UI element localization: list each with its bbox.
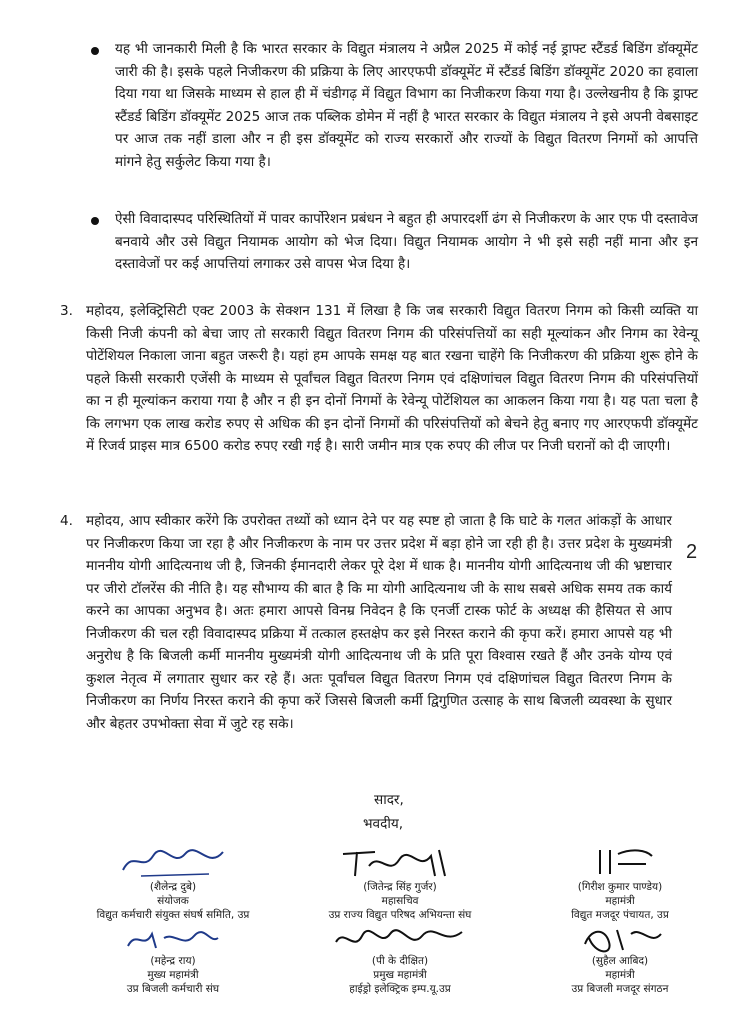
signature-scribble [113, 842, 233, 880]
bullet-dot [91, 217, 99, 225]
signatory-org: हाईड्रो इलेक्ट्रिक इम्प.यू.उप्र [349, 983, 451, 995]
point-paragraph: महोदय, इलेक्ट्रिसिटी एक्ट 2003 के सेक्शन 131 में लिखा है कि जब सरकारी विद्युत वितरण निगम को किसी व्यक्ति या किसी निजी कंपनी को बेचा जाए तो सरकारी विद्युत वितरण निगम की परिसंपत्तियों का सही मूल्यांकन और निगम का रेवेन्यू पोटेंशियल निकाला जाना बहुत जरूरी है। यहां हम आपके समक्ष यह बात रखना चाहेंगे कि निजीकरण की प्रक्रिया शुरू होने के पहले किसी सरकारी एजेंसी के माध्यम से पूर्वांचल विद्युत वितरण निगम एवं दक्षिणांचल विद्युत वितरण निगम की परिसंपत्तियों का न ही मूल्यांकन कराया गया है और न ही इन दोनों निगमों के रेवेन्यू पोटेंशियल का आकलन किया गया है। यह पता चला है कि लगभग एक लाख करोड रुपए से अधिक की इन दोनों निगमों की परिसंपत्तियों को बेचने हेतु बनाए गए आरएफपी डॉक्यूमेंट में रिजर्व प्राइस मात्र 6500 करोड रुपए रखी गई है। सारी जमीन मात्र एक रुपए की लीज पर निजी घरानों को दी जाएगी। [86, 303, 698, 454]
signatory-name: (महेन्द्र राय) [150, 955, 196, 967]
signatory-block [520, 842, 720, 922]
signatory-title: प्रमुख महामंत्री [373, 969, 427, 981]
point-paragraph: महोदय, आप स्वीकार करेंगे कि उपरोक्त तथ्यों को ध्यान देने पर यह स्पष्ट हो जाता है कि घाटे के गलत आंकड़ों के आधार पर निजीकरण किया जा रहा है और निजीकरण के नाम पर उत्तर प्रदेश में बड़ा होने जा रही ही है। उत्तर प्रदेश के मुख्यमंत्री माननीय योगी आदित्यनाथ जी है, जिनकी ईमानदारी लेकर पूरे देश में धाक है। माननीय योगी आदित्यनाथ जी की भ्रष्टाचार पर जीरो टॉलरेंस की नीति है। यह सौभाग्य की बात है कि मा योगी आदित्यनाथ जी के साथ सबसे अधिक समय तक कार्य करने का आपका अनुभव है। अतः हमारा आपसे विनम्र निवेदन है कि एनर्जी टास्क फोर्ट के अध्यक्ष की हैसियत से आप निजीकरण की चल रही विवादास्पद प्रक्रिया में तत्काल हस्तक्षेप कर इसे निरस्त कराने की कृपा करें। हमारा आपसे यह भी अनुरोध है कि बिजली कर्मी माननीय मुख्यमंत्री योगी आदित्यनाथ जी के प्रति पूरा विश्वास रखते हैं और उनके योग्य एवं कुशल नेतृत्व में लगातार सुधार कर रहे हैं। अतः पूर्वांचल विद्युत वितरण निगम एवं दक्षिणांचल विद्युत वितरण निगम के निजीकरण का निर्णय निरस्त कराने की कृपा करें जिससे बिजली कर्मी द्विगुणित उत्साह के साथ बिजली व्यवस्था के सुधार और बेहतर उपभोक्ता सेवा में जुटे रह सके। [86, 513, 672, 732]
bullet-dot [91, 47, 99, 55]
bullet-paragraph: ऐसी विवादास्पद परिस्थितियों में पावर कार्पोरेशन प्रबंधन ने बहुत ही अपारदर्शी ढंग से निजीकरण के आर एफ पी दस्तावेज बनवाये और उसे विद्युत नियामक आयोग को भेज दिया। विद्युत नियामक आयोग ने भी इसे सही नहीं माना और इन दस्तावेजों पर कई आपत्तियां लगाकर उसे वापस भेज दिया है। [115, 211, 699, 272]
signature-scribble [118, 924, 228, 954]
signatory-org: उप्र बिजली मजदूर संगठन [571, 983, 669, 995]
signatory-block [520, 924, 720, 996]
signatory-title: महामंत्री [605, 969, 635, 981]
signatory-title: संयोजक [157, 895, 189, 907]
signature-scribble [330, 924, 470, 954]
signatory-org: उप्र बिजली कर्मचारी संघ [126, 983, 220, 995]
signatory-org: विद्युत मजदूर पंचायत, उप्र [571, 909, 669, 921]
page-number: 2 [686, 541, 698, 563]
signatory-org: विद्युत कर्मचारी संयुक्त संघर्ष समिति, उप्र [96, 909, 250, 921]
point-number: 3. [60, 303, 73, 319]
signatory-name: (सुहैल आबिद) [591, 955, 649, 967]
point-number: 4. [60, 513, 73, 529]
signature-scribble [565, 924, 675, 954]
signatory-name: (पी के दीक्षित) [371, 955, 429, 967]
signatory-name: (जितेन्द्र सिंह गुर्जर) [363, 881, 437, 893]
signatory-name: (शैलेन्द्र दुबे) [149, 881, 197, 893]
signatory-block [300, 924, 500, 996]
signature-scribble [335, 842, 465, 880]
salutation: सादर, [374, 792, 404, 808]
signatory-name: (गिरीश कुमार पाण्डेय) [577, 881, 663, 893]
signatory-title: महामंत्री [605, 895, 635, 907]
signature-scribble [570, 842, 670, 880]
signatory-block [58, 924, 288, 996]
signatory-title: महासचिव [381, 895, 419, 907]
sign-off: भवदीय, [363, 816, 404, 832]
signatory-title: मुख्य महामंत्री [147, 969, 199, 981]
signatory-org: उप्र राज्य विद्युत परिषद अभियन्ता संघ [328, 909, 472, 921]
signatory-block [58, 842, 288, 922]
bullet-paragraph: यह भी जानकारी मिली है कि भारत सरकार के विद्युत मंत्रालय ने अप्रैल 2025 में कोई नई ड्राफ्ट स्टैंडर्ड बिडिंग डॉक्यूमेंट जारी की है। इसके पहले निजीकरण की प्रक्रिया के लिए आरएफपी डॉक्यूमेंट में स्टैंडर्ड बिडिंग डॉक्यूमेंट 2020 का हवाला दिया गया था जिसके माध्यम से हाल ही में चंडीगढ़ में विद्युत विभाग का निजीकरण किया गया है। उल्लेखनीय है कि ड्राफ्ट स्टैंडर्ड बिडिंग डॉक्यूमेंट 2025 आज तक पब्लिक डोमेन में नहीं है भारत सरकार के विद्युत मंत्रालय ने इसे अपनी वेबसाइट पर आज तक नहीं डाला और न ही इस डॉक्यूमेंट को राज्य सरकारों और राज्यों के विद्युत वितरण निगमों को आपत्ति मांगने हेतु सर्कुलेट किया गया है। [115, 41, 698, 170]
signatory-block [300, 842, 500, 922]
